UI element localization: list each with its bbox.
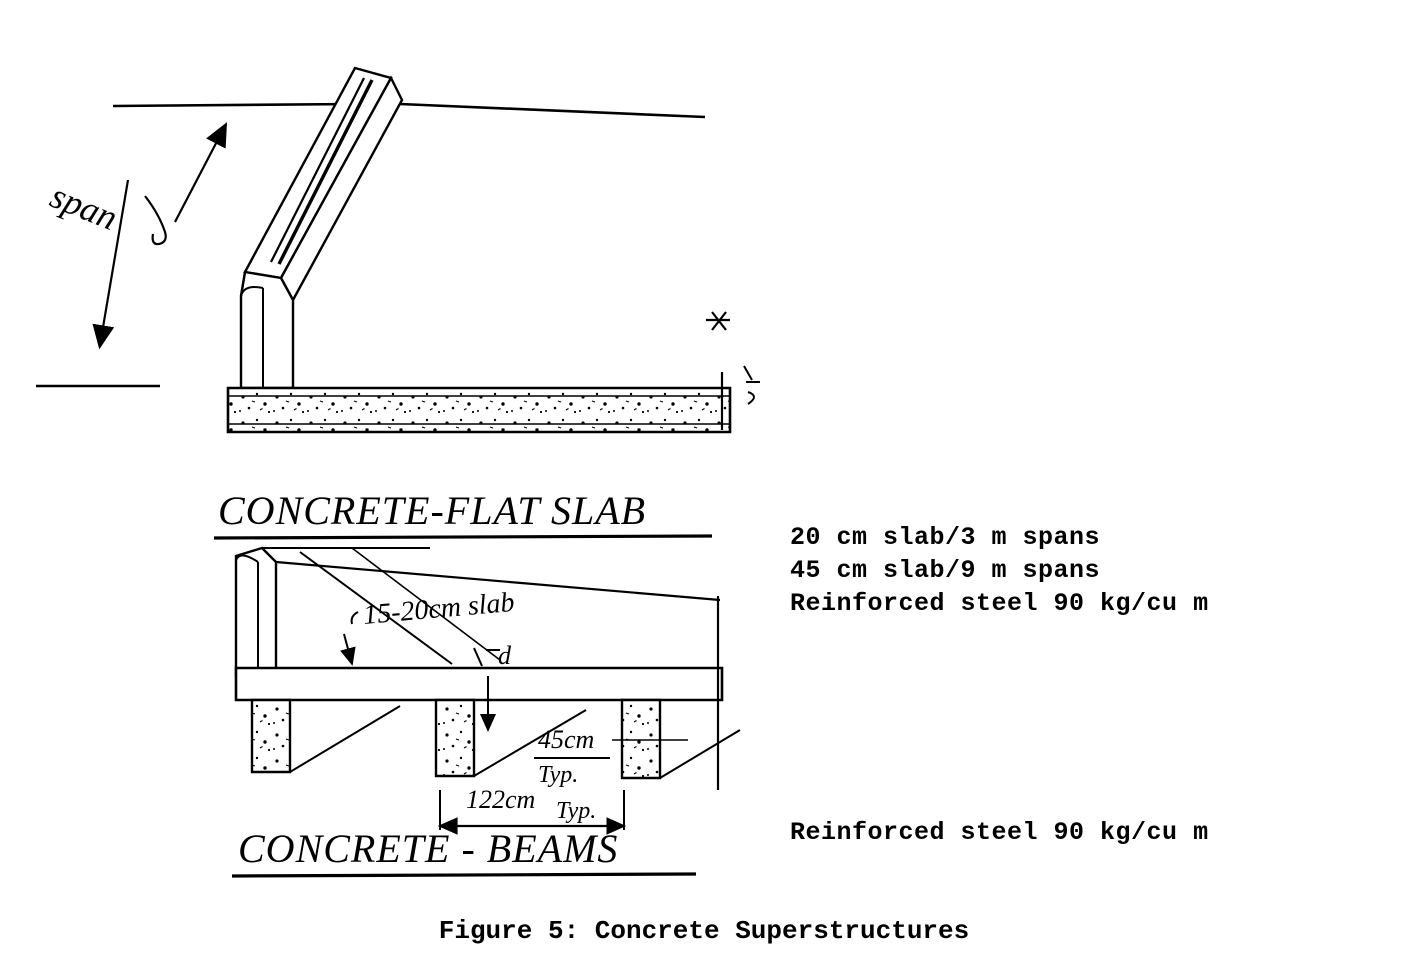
- beam-spacing-callout: [440, 785, 624, 830]
- grade-line-left: [113, 104, 355, 106]
- beam-stems: [252, 700, 660, 778]
- abutment-block: [228, 388, 730, 432]
- concrete-beams-title: CONCRETE - BEAMS: [238, 826, 619, 871]
- note-reinforced-steel-beams: Reinforced steel 90 kg/cu m: [790, 818, 1209, 847]
- beam-stem-1: [252, 700, 290, 772]
- beam-width-typ-label: Typ.: [538, 762, 579, 788]
- slab-thickness-label: 15-20cm slab: [361, 586, 516, 631]
- beam-slab-left-end: [236, 548, 276, 676]
- beam-stem-2: [436, 700, 474, 776]
- concrete-beams-title-underline: [232, 874, 696, 876]
- span-label: span: [45, 175, 124, 238]
- span-annotation: [36, 126, 225, 386]
- slab-thickness-leader: [352, 612, 358, 624]
- beam-depth-line-3: [660, 730, 740, 778]
- note-reinforced-steel-slab: Reinforced steel 90 kg/cu m: [790, 589, 1209, 618]
- beam-slab-deck: [236, 668, 722, 700]
- span-squiggle: [145, 196, 166, 244]
- beam-stem-3: [622, 700, 660, 778]
- span-arrow-up: [175, 126, 225, 222]
- note-slab-9m-spans: 45 cm slab/9 m spans: [790, 556, 1101, 585]
- grade-line-right: [400, 104, 705, 117]
- flat-slab-title-underline: [214, 536, 712, 538]
- depth-callout-label: d: [498, 641, 511, 670]
- figure-caption: Figure 5: Concrete Superstructures: [438, 916, 970, 946]
- slab-end-face: [241, 272, 293, 388]
- beam-width-label: 45cm: [538, 725, 595, 754]
- slab-depth-callout: [744, 366, 760, 404]
- beam-depth-line-1: [290, 706, 400, 772]
- beam-spacing-typ-label: Typ.: [556, 798, 597, 824]
- flat-slab-drawing: [36, 68, 760, 538]
- flat-slab-title: CONCRETE-FLAT SLAB: [218, 488, 647, 533]
- note-slab-3m-spans: 20 cm slab/3 m spans: [790, 523, 1101, 552]
- concrete-beams-drawing: [232, 548, 740, 876]
- beam-spacing-label: 122cm: [466, 785, 536, 814]
- beam-width-callout: [534, 725, 610, 788]
